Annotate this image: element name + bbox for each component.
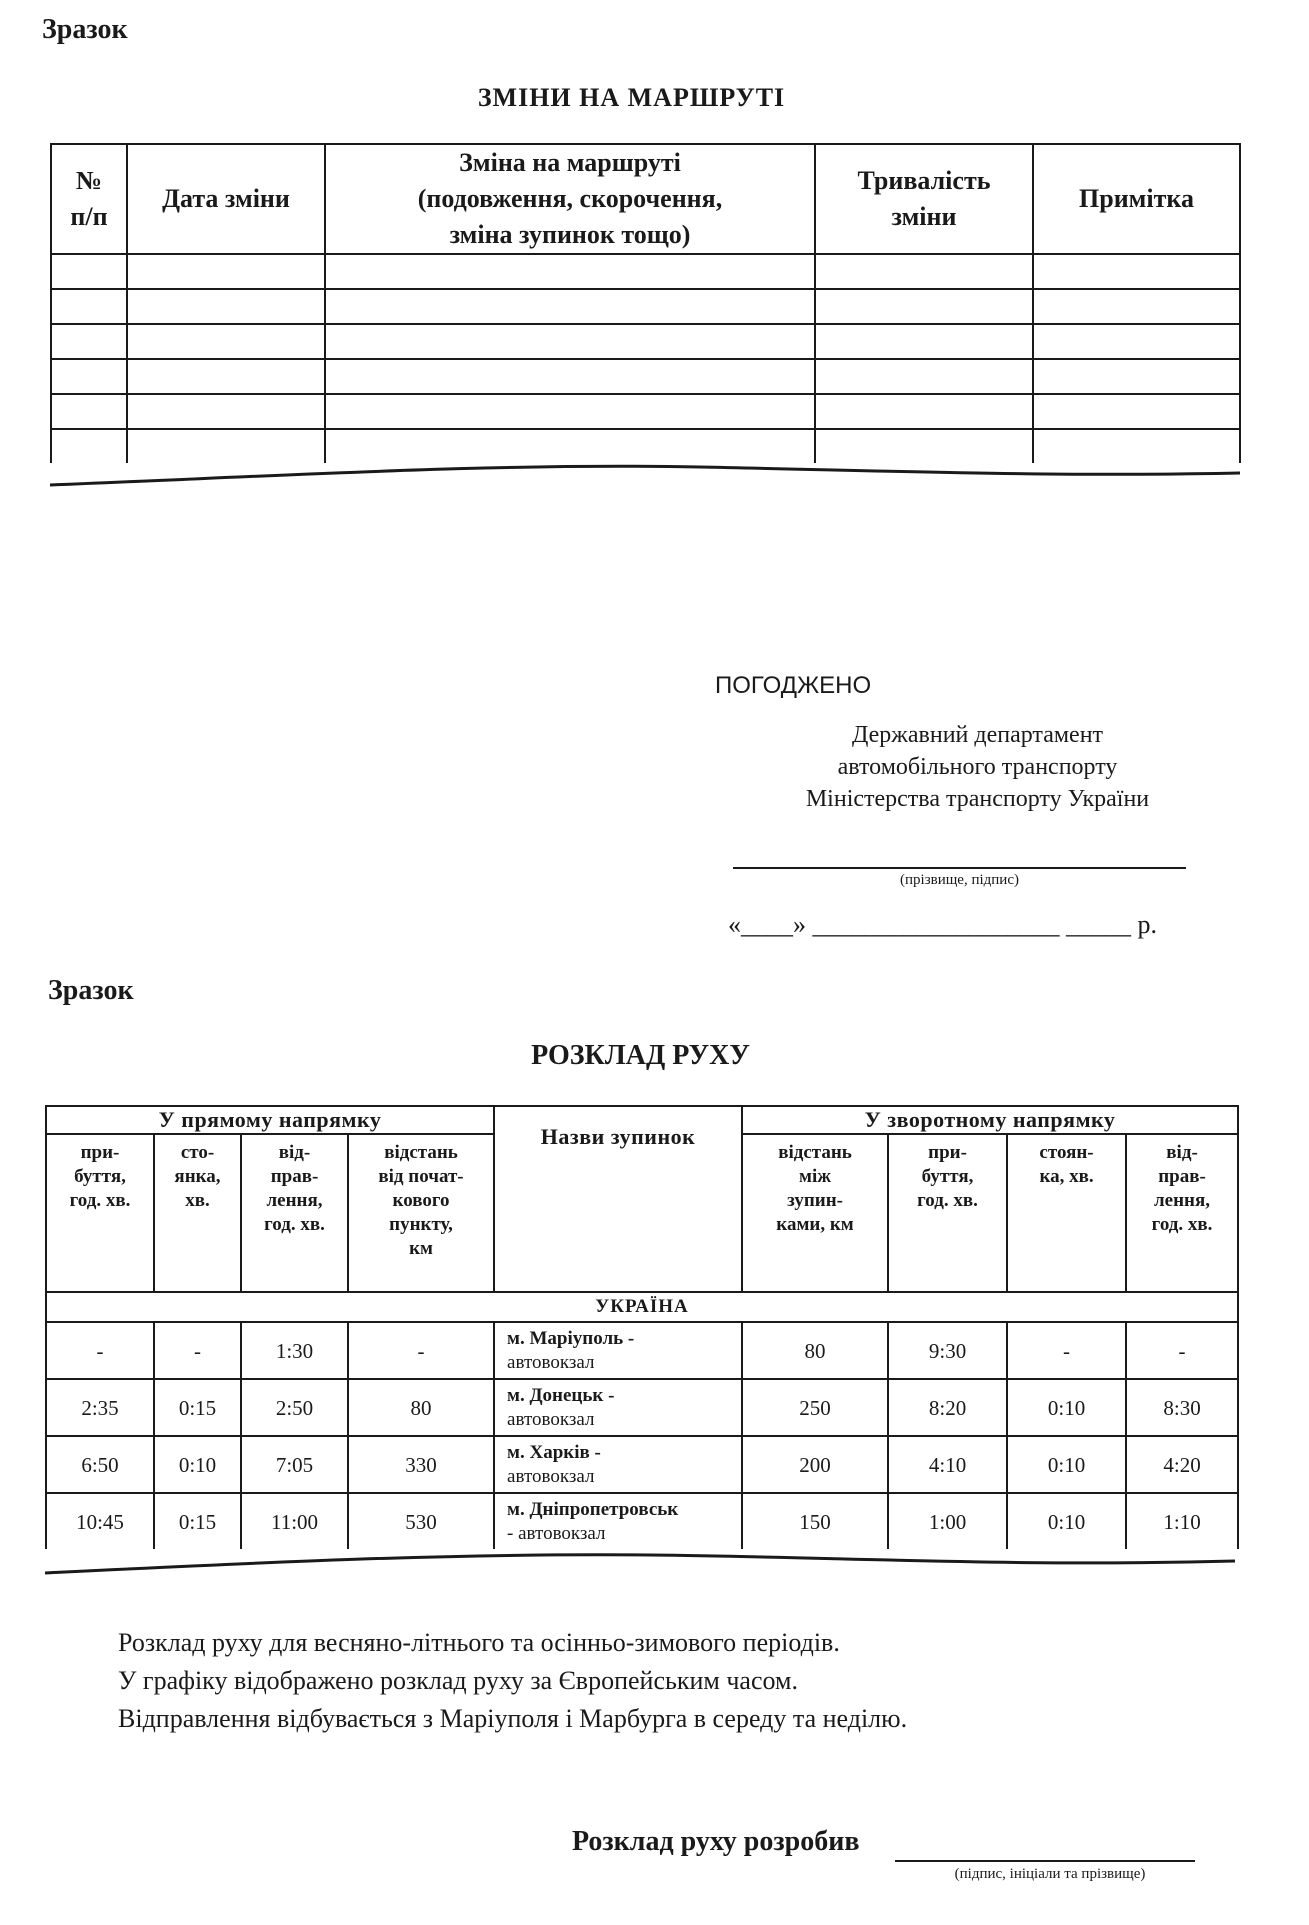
table-row: 2:35 0:15 2:50 80 м. Донецьк - автовокзал 250 8:20 0:10 8:30: [46, 1379, 1238, 1436]
col-change-duration: Тривалість зміни: [815, 144, 1033, 254]
approved-title: ПОГОДЖЕНО: [715, 672, 872, 699]
stop-name: м. Харків - автовокзал: [494, 1436, 742, 1493]
table-row: 10:45 0:15 11:00 530 м. Дніпропетровськ - автовокзал 150 1:00 0:10 1:10: [46, 1493, 1238, 1549]
sample-label-2: Зразок: [48, 975, 134, 1006]
torn-edge-divider-2: [0, 1545, 1309, 1585]
table-row: [51, 394, 1240, 429]
col-reverse-stay: стоян- ка, хв.: [1007, 1134, 1126, 1292]
col-reverse-arrival: при- буття, год. хв.: [888, 1134, 1007, 1292]
department-line-3: Міністерства транспорту України: [805, 786, 1150, 812]
changes-title: ЗМІНИ НА МАРШРУТІ: [477, 83, 786, 112]
developer-caption: (підпис, ініціали та прізвище): [954, 1866, 1146, 1882]
forward-direction-header: У прямому напрямку: [46, 1106, 494, 1134]
stop-name: м. Донецьк - автовокзал: [494, 1379, 742, 1436]
col-change-date: Дата зміни: [127, 144, 325, 254]
col-forward-arrival: при- буття, год. хв.: [46, 1134, 154, 1292]
col-reverse-departure: від- прав- лення, год. хв.: [1126, 1134, 1238, 1292]
col-note: Примітка: [1033, 144, 1240, 254]
table-row: [51, 254, 1240, 289]
table-row: 6:50 0:10 7:05 330 м. Харків - автовокзал 200 4:10 0:10 4:20: [46, 1436, 1238, 1493]
sample-label: Зразок: [42, 14, 128, 45]
stops-header: Назви зупинок: [494, 1106, 742, 1292]
changes-header-row: [51, 144, 1240, 254]
col-number: № п/п: [51, 144, 127, 254]
direction-header-row: [46, 1106, 1238, 1134]
developer-label: Розклад руху розробив: [572, 1826, 860, 1857]
note-line: Розклад руху для весняно-літнього та осінньо-зимового періодів.: [118, 1628, 840, 1657]
col-route-change: Зміна на маршруті (подовження, скорочення, зміна зупинок тощо): [325, 144, 815, 254]
col-forward-distance: відстань від почат- кового пункту, км: [348, 1134, 494, 1292]
col-reverse-distance: відстань між зупин- ками, км: [742, 1134, 888, 1292]
table-row: - - 1:30 - м. Маріуполь - автовокзал 80 9:30 - -: [46, 1322, 1238, 1379]
department-line-2: автомобільного транспорту: [837, 754, 1118, 780]
table-row: [51, 289, 1240, 324]
col-forward-departure: від- прав- лення, год. хв.: [241, 1134, 348, 1292]
reverse-direction-header: У зворотному напрямку: [742, 1106, 1238, 1134]
stop-name: м. Маріуполь - автовокзал: [494, 1322, 742, 1379]
date-line: «____» ___________________ _____ р.: [728, 910, 1157, 939]
col-forward-stay: сто- янка, хв.: [154, 1134, 241, 1292]
country-row: [46, 1292, 1238, 1322]
schedule-table: [45, 1105, 1239, 1549]
signature-caption: (прізвище, підпис): [900, 872, 1019, 888]
country-label: УКРАЇНА: [46, 1292, 1238, 1322]
torn-edge-divider: [0, 455, 1309, 495]
note-line: У графіку відображено розклад руху за Європейським часом.: [118, 1666, 798, 1695]
table-row: [51, 324, 1240, 359]
route-changes-table: [50, 143, 1241, 463]
signature-line: [733, 867, 1186, 869]
department-line-1: Державний департамент: [851, 722, 1104, 748]
note-line: Відправлення відбувається з Маріуполя і Марбурга в середу та неділю.: [118, 1704, 908, 1733]
developer-signature-line: [895, 1860, 1195, 1862]
schedule-title: РОЗКЛАД РУХУ: [531, 1040, 750, 1071]
stop-name: м. Дніпропетровськ - автовокзал: [494, 1493, 742, 1549]
table-row: [51, 359, 1240, 394]
